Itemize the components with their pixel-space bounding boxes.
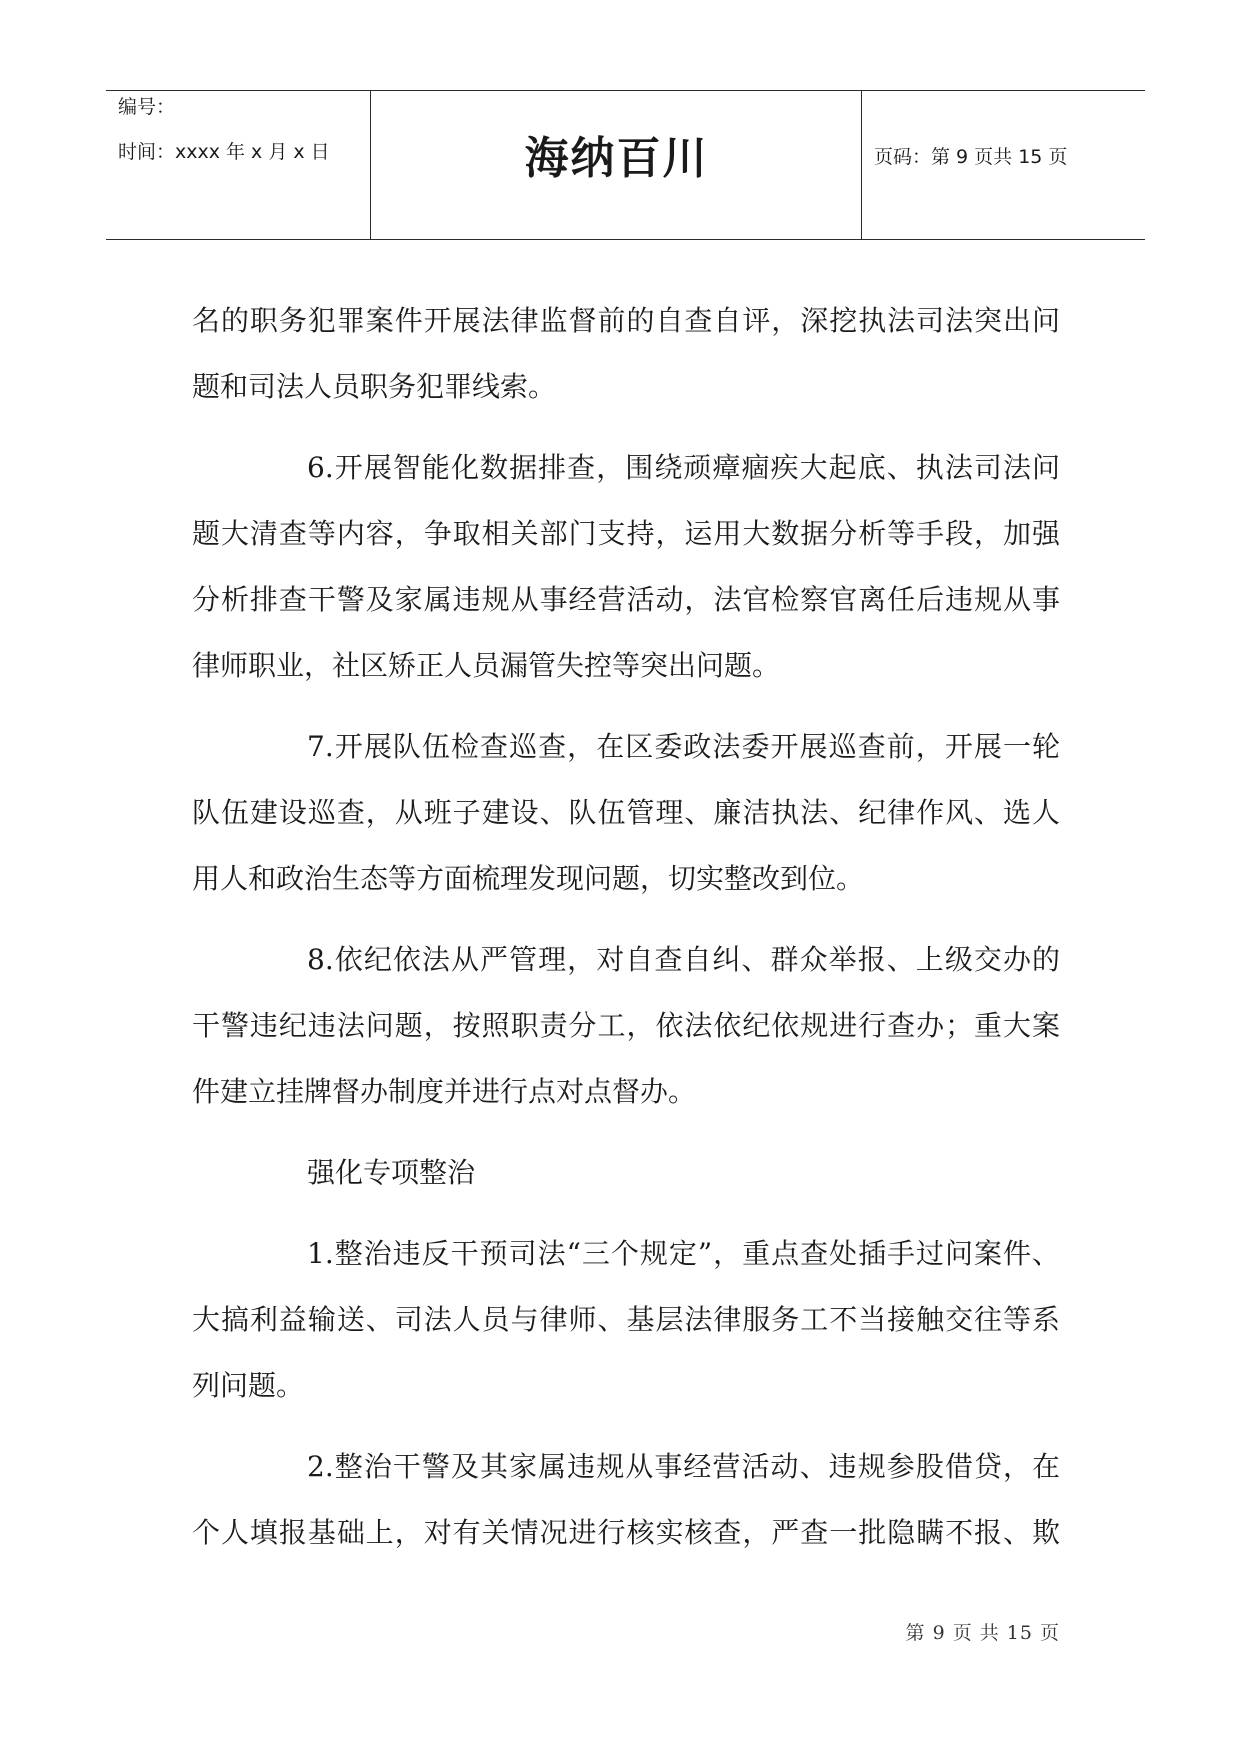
document-body: [192, 288, 1060, 1581]
body-line: 干警违纪违法问题，按照职责分工，依法依纪依规进行查办；重大案: [192, 1009, 1060, 1042]
paragraph: [192, 288, 1060, 420]
body-line: 个人填报基础上，对有关情况进行核实核查，严查一批隐瞒不报、欺: [192, 1516, 1060, 1549]
body-line: 队伍建设巡查，从班子建设、队伍管理、廉洁执法、纪律作风、选人: [192, 796, 1060, 829]
body-line: 8.依纪依法从严管理，对自查自纠、群众举报、上级交办的: [307, 943, 1060, 976]
document-header: [106, 90, 1145, 240]
header-divider: [861, 91, 862, 239]
paragraph: [192, 927, 1060, 1125]
paragraph: [192, 714, 1060, 912]
page-number-label: 页码：第 9 页共 15 页: [874, 146, 1068, 168]
body-line: 6.开展智能化数据排查，围绕顽瘴痼疾大起底、执法司法问: [307, 451, 1060, 484]
body-line: 件建立挂牌督办制度并进行点对点督办。: [192, 1075, 697, 1108]
document-title: 海纳百川: [524, 133, 709, 184]
page-footer: 第 9 页 共 15 页: [905, 1622, 1060, 1644]
body-line: 分析排查干警及家属违规从事经营活动，法官检察官离任后违规从事: [192, 583, 1060, 616]
body-line: 名的职务犯罪案件开展法律监督前的自查自评，深挖执法司法突出问: [192, 304, 1060, 337]
section-heading: [192, 1140, 1060, 1206]
body-line: 律师职业，社区矫正人员漏管失控等突出问题。: [192, 649, 781, 682]
body-line: 1.整治违反干预司法“三个规定”，重点查处插手过问案件、: [307, 1237, 1060, 1270]
paragraph: [192, 1221, 1060, 1419]
body-line: 题大清查等内容，争取相关部门支持，运用大数据分析等手段，加强: [192, 517, 1060, 550]
body-line: 7.开展队伍检查巡查，在区委政法委开展巡查前，开展一轮: [307, 730, 1060, 763]
header-divider: [370, 91, 371, 239]
paragraph: [192, 435, 1060, 699]
body-line: 2.整治干警及其家属违规从事经营活动、违规参股借贷，在: [307, 1450, 1060, 1483]
paragraph: [192, 1434, 1060, 1566]
body-line: 题和司法人员职务犯罪线索。: [192, 370, 557, 403]
body-line: 大搞利益输送、司法人员与律师、基层法律服务工不当接触交往等系: [192, 1303, 1060, 1336]
section-heading-text: 强化专项整治: [307, 1156, 476, 1189]
date-label: 时间：xxxx 年 x 月 x 日: [118, 141, 330, 163]
body-line: 列问题。: [192, 1369, 305, 1402]
serial-number-label: 编号：: [118, 96, 176, 118]
body-line: 用人和政治生态等方面梳理发现问题，切实整改到位。: [192, 862, 865, 895]
